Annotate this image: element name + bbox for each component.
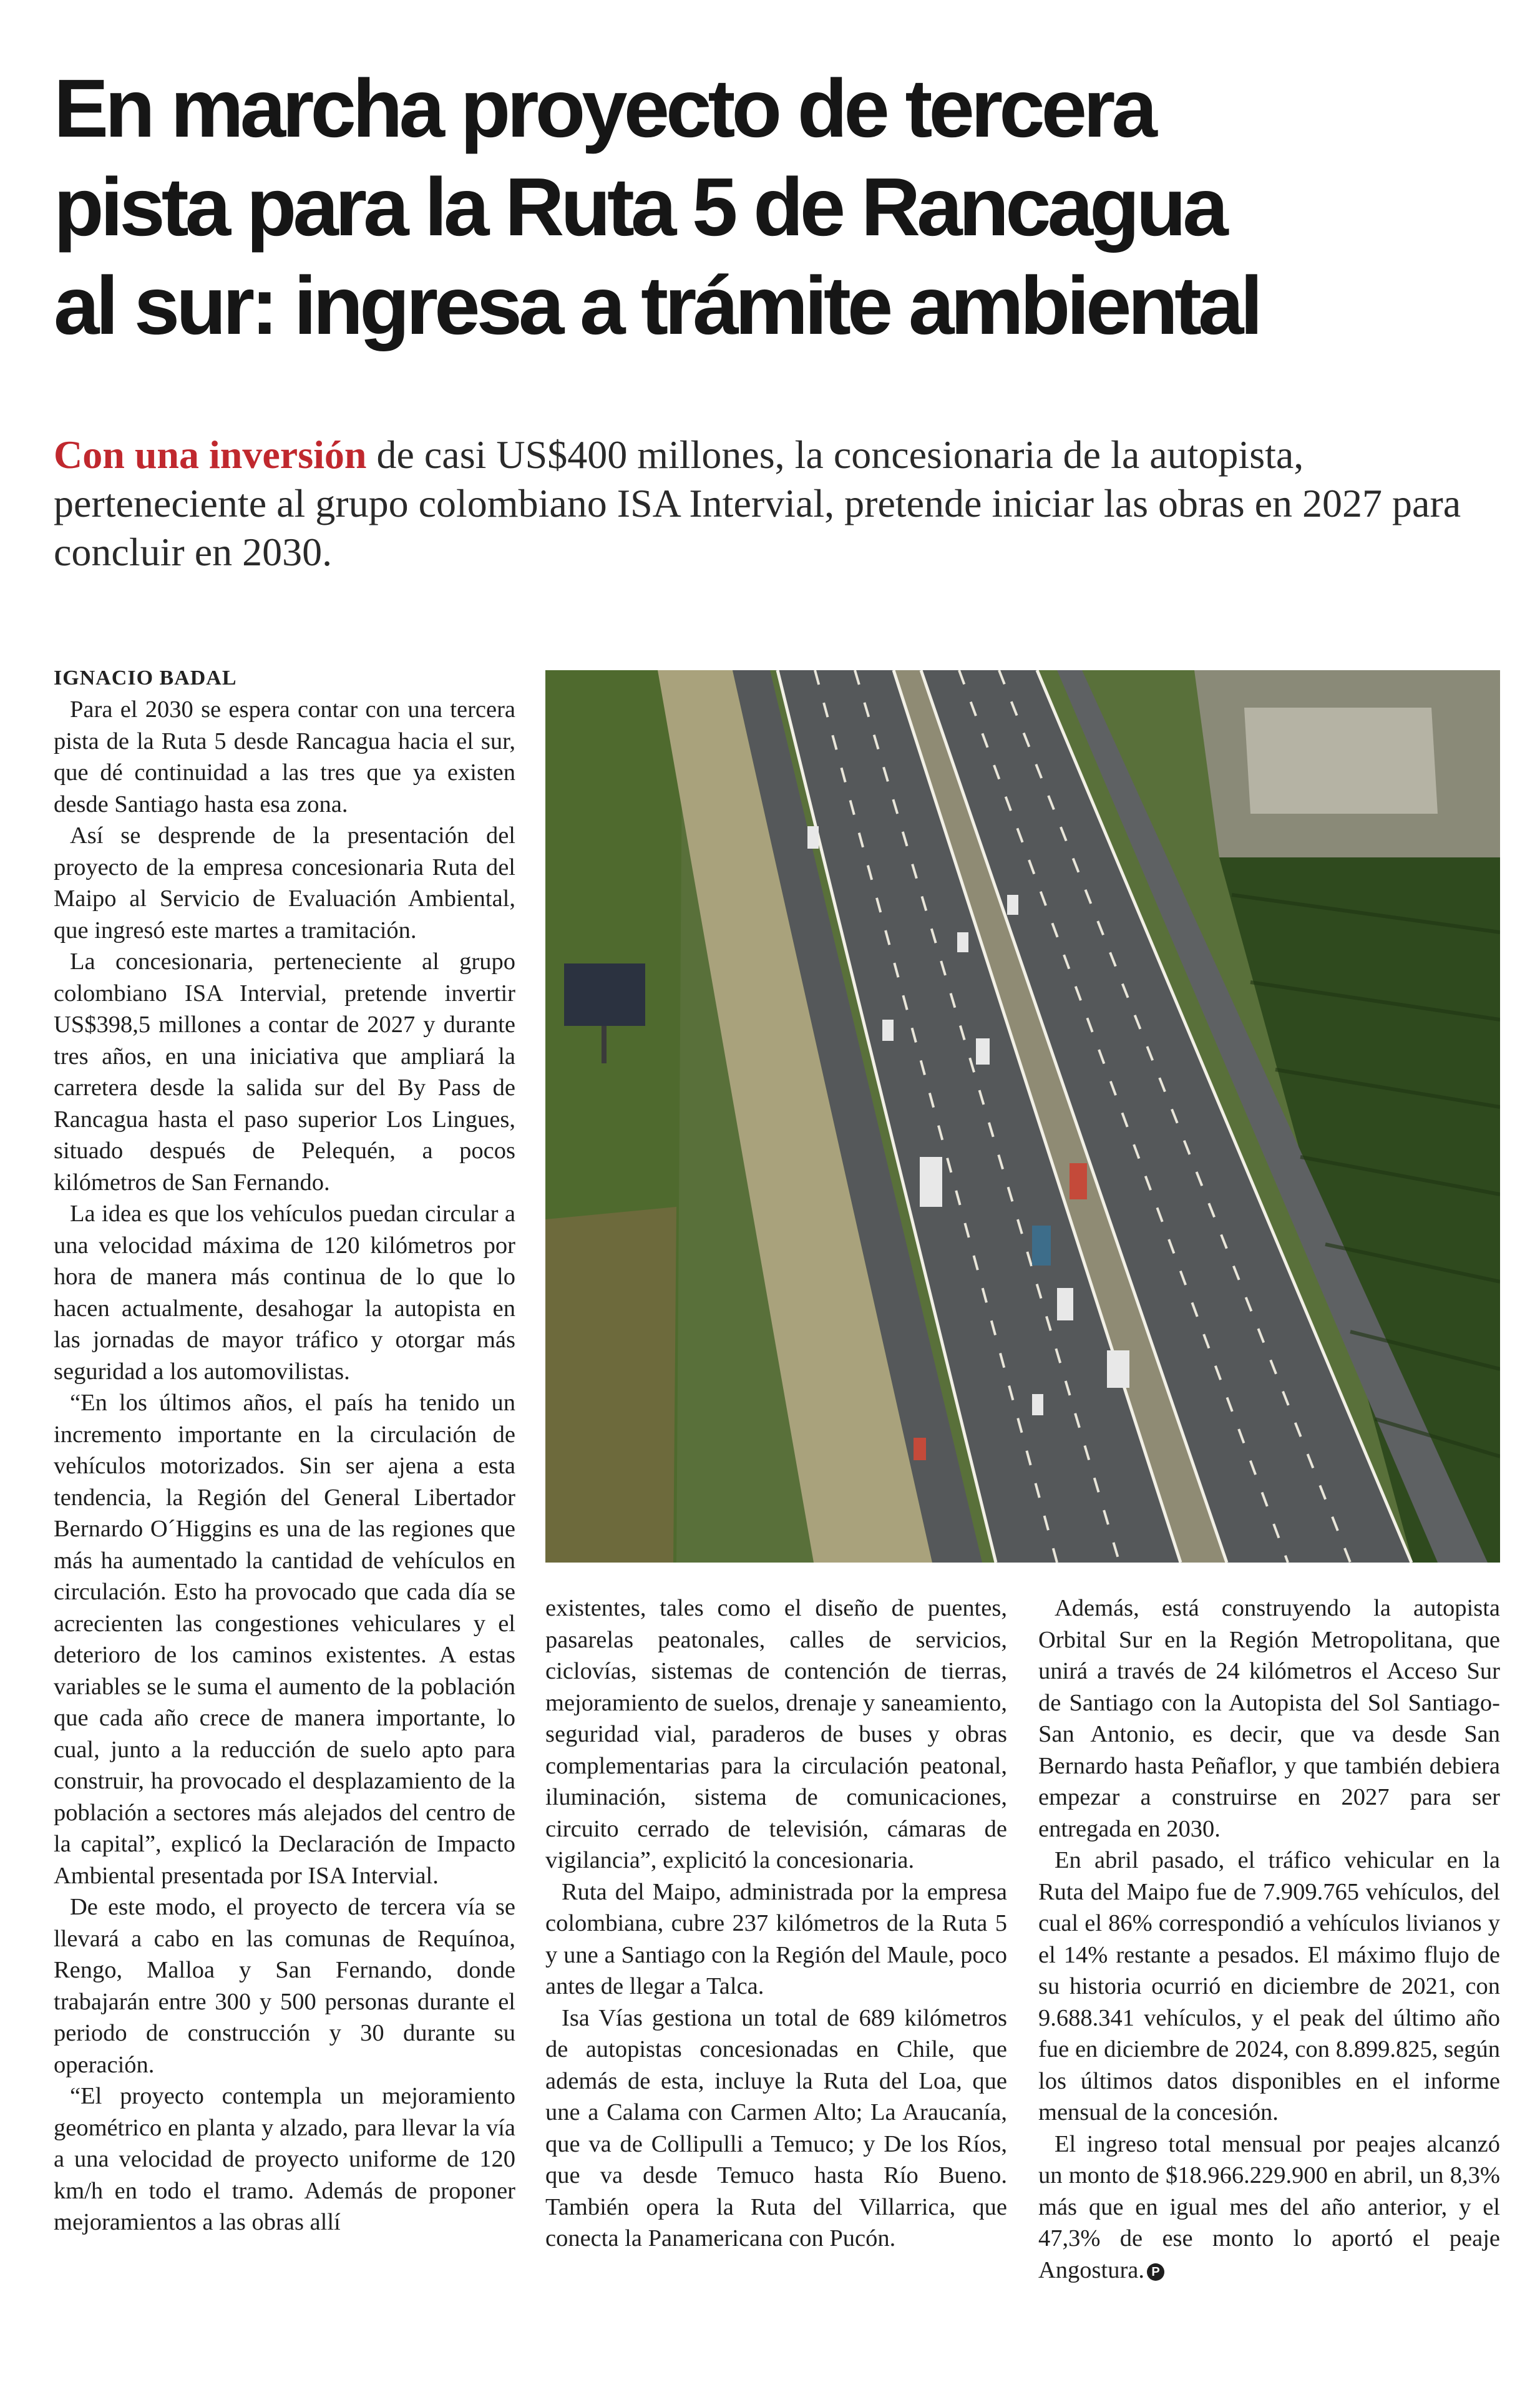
headline-line: En marcha proyecto de tercera: [54, 62, 1154, 154]
headline: [54, 59, 1508, 355]
paragraph: [1038, 2129, 1500, 2286]
article-column-2: [545, 1592, 1007, 2255]
article-column-3: [1038, 1592, 1500, 2286]
aerial-highway-illustration: [545, 670, 1500, 1563]
closing-text: El ingreso total mensual por peajes alcanzó un monto de $18.966.229.900 en abril, un 8,3% más que en igual mes del año anterior, y el 47,3% de ese monto lo aportó el peaje Angostura.: [1038, 2130, 1500, 2283]
paragraph: En abril pasado, el tráfico vehicular en la Ruta del Maipo fue de 7.909.765 vehículos, del cual el 86% correspondió a vehículos livianos y el 14% restante a pesados. El máximo flujo de su historia ocurrió en diciembre de 2021, con 9.688.341 vehículos, y el peak del último año fue en diciembre de 2024, con 8.899.825, según los últimos datos disponibles en el informe mensual de la concesión.: [1038, 1847, 1500, 2125]
paragraph: Así se desprende de la presentación del proyecto de la empresa concesionaria Ruta del Maipo al Servicio de Evaluación Ambiental, que ingresó este martes a tramitación.: [54, 822, 515, 944]
lead-kicker: Con una inversión: [54, 432, 367, 477]
lead-text: de casi US$400 millones, la concesionaria de la autopista, perteneciente al grupo colombiano ISA Intervial, pretende iniciar las obras en 2027 para concluir en 2030.: [54, 432, 1461, 574]
paragraph: Para el 2030 se espera contar con una tercera pista de la Ruta 5 desde Rancagua hacia el sur, que dé continuidad a las tres que ya existen desde Santiago hasta esa zona.: [54, 696, 515, 817]
aerial-highway-photo: [545, 670, 1500, 1563]
paragraph: De este modo, el proyecto de tercera vía se llevará a cabo en las comunas de Requínoa, Rengo, Malloa y San Fernando, donde trabajarán entre 300 y 500 personas durante el periodo de construcción y 30 durante su operación.: [54, 1894, 515, 2078]
byline: IGNACIO BADAL: [54, 666, 237, 690]
headline-line: pista para la Ruta 5 de Rancagua: [54, 161, 1225, 253]
paragraph: “El proyecto contempla un mejoramiento geométrico en planta y alzado, para llevar la vía a una velocidad de proyecto uniforme de 120 km/h en todo el tramo. Además de proponer mejoramientos a las obras allí: [54, 2083, 515, 2235]
paragraph: existentes, tales como el diseño de puentes, pasarelas peatonales, calles de servicios, ciclovías, sistemas de contención de tierras, mejoramiento de suelos, drenaje y saneamiento, seguridad vial, paraderos de buses y obras complementarias para la circulación peatonal, iluminación, sistema de comunicaciones, circuito cerrado de televisión, cámaras de vigilancia”, explicitó la concesionaria.: [545, 1595, 1007, 1873]
article-column-1: [54, 694, 515, 2238]
paragraph: “En los últimos años, el país ha tenido un incremento importante en la circulación de vehículos motorizados. Sin ser ajena a esta tendencia, la Región del General Libertador Bernardo O´Higgins es una de las regiones que más ha aumentado la cantidad de vehículos en circulación. Esto ha provocado que cada día se acrecienten las congestiones vehiculares y el deterioro de los caminos existentes. A estas variables se le suma el aumento de la población que cada año crece de manera importante, lo cual, junto a la reducción de suelo apto para construir, ha provocado el desplazamiento de la población a sectores más alejados del centro de la capital”, explicó la Declaración de Impacto Ambiental presentada por ISA Intervial.: [54, 1390, 515, 1889]
paragraph: Isa Vías gestiona un total de 689 kilómetros de autopistas concesionadas en Chile, que además de esta, incluye la Ruta del Loa, que une a Calama con Carmen Alto; La Araucanía, que va de Collipulli a Temuco; y De los Ríos, que va desde Temuco hasta Río Bueno. También opera la Ruta del Villarrica, que conecta la Panamericana con Pucón.: [545, 2004, 1007, 2251]
paragraph: Además, está construyendo la autopista Orbital Sur en la Región Metropolitana, que unirá a través de 24 kilómetros el Acceso Sur de Santiago con la Autopista del Sol Santiago-San Antonio, es decir, que va desde San Bernardo hasta Peñaflor, y que también debiera empezar a construirse en 2027 para ser entregada en 2030.: [1038, 1595, 1500, 1842]
paragraph: La concesionaria, perteneciente al grupo colombiano ISA Intervial, pretende invertir US$398,5 millones a contar de 2027 y durante tres años, en una iniciativa que ampliará la carretera desde la salida sur del By Pass de Rancagua hasta el paso superior Los Lingues, situado después de Pelequén, a pocos kilómetros de San Fernando.: [54, 949, 515, 1196]
headline-line: al sur: ingresa a trámite ambiental: [54, 260, 1260, 351]
paragraph: Ruta del Maipo, administrada por la empresa colombiana, cubre 237 kilómetros de la Ruta 5 y une a Santiago con la Región del Maule, poco antes de llegar a Talca.: [545, 1878, 1007, 1999]
end-mark-icon: P: [1147, 2263, 1164, 2281]
lead-paragraph: [54, 431, 1508, 577]
paragraph: La idea es que los vehículos puedan circular a una velocidad máxima de 120 kilómetros por hora de manera más continua de lo que lo hacen actualmente, desahogar la autopista en las jornadas de mayor tráfico y otorgar más seguridad a los automovilistas.: [54, 1201, 515, 1385]
